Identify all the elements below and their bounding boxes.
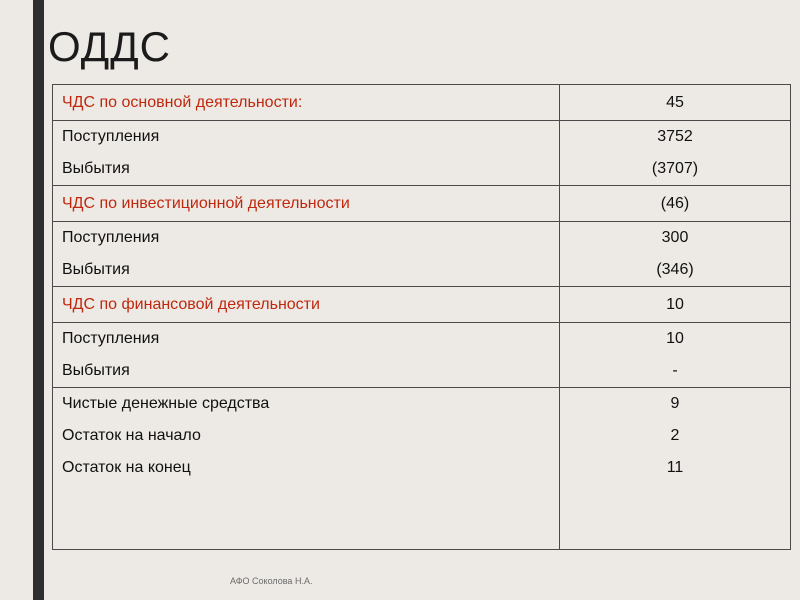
investing-details-row	[53, 222, 791, 287]
investing-activities-label: ЧДС по инвестиционной деятельности	[62, 195, 350, 212]
investing-activities-row	[53, 186, 791, 222]
investing-details-values	[560, 222, 791, 287]
financing-activities-value: 10	[666, 296, 684, 313]
summary-row	[53, 388, 791, 550]
summary-labels	[53, 388, 560, 550]
operating-inflows-label: Поступления	[62, 128, 160, 145]
financing-activities-label-cell	[53, 287, 560, 323]
operating-activities-label-cell	[53, 85, 560, 121]
closing-balance-label: Остаток на конец	[62, 459, 191, 476]
operating-activities-label: ЧДС по основной деятельности:	[62, 94, 303, 111]
financing-outflows-label: Выбытия	[62, 362, 130, 379]
investing-outflows-label: Выбытия	[62, 261, 130, 278]
operating-activities-value: 45	[666, 94, 684, 111]
investing-outflows-value: (346)	[656, 261, 694, 278]
investing-activities-label-cell	[53, 186, 560, 222]
financing-activities-value-cell	[560, 287, 791, 323]
operating-details-labels	[53, 121, 560, 186]
operating-details-values	[560, 121, 791, 186]
financing-details-labels	[53, 323, 560, 388]
financing-outflows-value: -	[672, 362, 678, 379]
investing-inflows-label: Поступления	[62, 229, 160, 246]
operating-activities-row	[53, 85, 791, 121]
operating-outflows-value: (3707)	[651, 160, 699, 177]
summary-values	[560, 388, 791, 550]
financing-activities-label: ЧДС по финансовой деятельности	[62, 296, 320, 313]
closing-balance-value: 11	[666, 459, 684, 476]
operating-inflows-value: 3752	[657, 128, 693, 145]
opening-balance-label: Остаток на начало	[62, 427, 201, 444]
financing-inflows-label: Поступления	[62, 330, 160, 347]
investing-details-labels	[53, 222, 560, 287]
footer-author: АФО Соколова Н.А.	[230, 576, 313, 586]
investing-inflows-value: 300	[661, 229, 689, 246]
financing-details-row	[53, 323, 791, 388]
slide-title: ОДДС	[48, 23, 171, 70]
cash-flow-table	[52, 84, 791, 550]
financing-details-values	[560, 323, 791, 388]
operating-activities-value-cell	[560, 85, 791, 121]
investing-activities-value: (46)	[660, 195, 690, 212]
opening-balance-value: 2	[670, 427, 680, 444]
financing-activities-row	[53, 287, 791, 323]
left-accent-bar	[33, 0, 44, 600]
operating-outflows-label: Выбытия	[62, 160, 130, 177]
operating-details-row	[53, 121, 791, 186]
net-cash-label: Чистые денежные средства	[62, 395, 270, 412]
investing-activities-value-cell	[560, 186, 791, 222]
financing-inflows-value: 10	[666, 330, 684, 347]
net-cash-value: 9	[670, 395, 680, 412]
